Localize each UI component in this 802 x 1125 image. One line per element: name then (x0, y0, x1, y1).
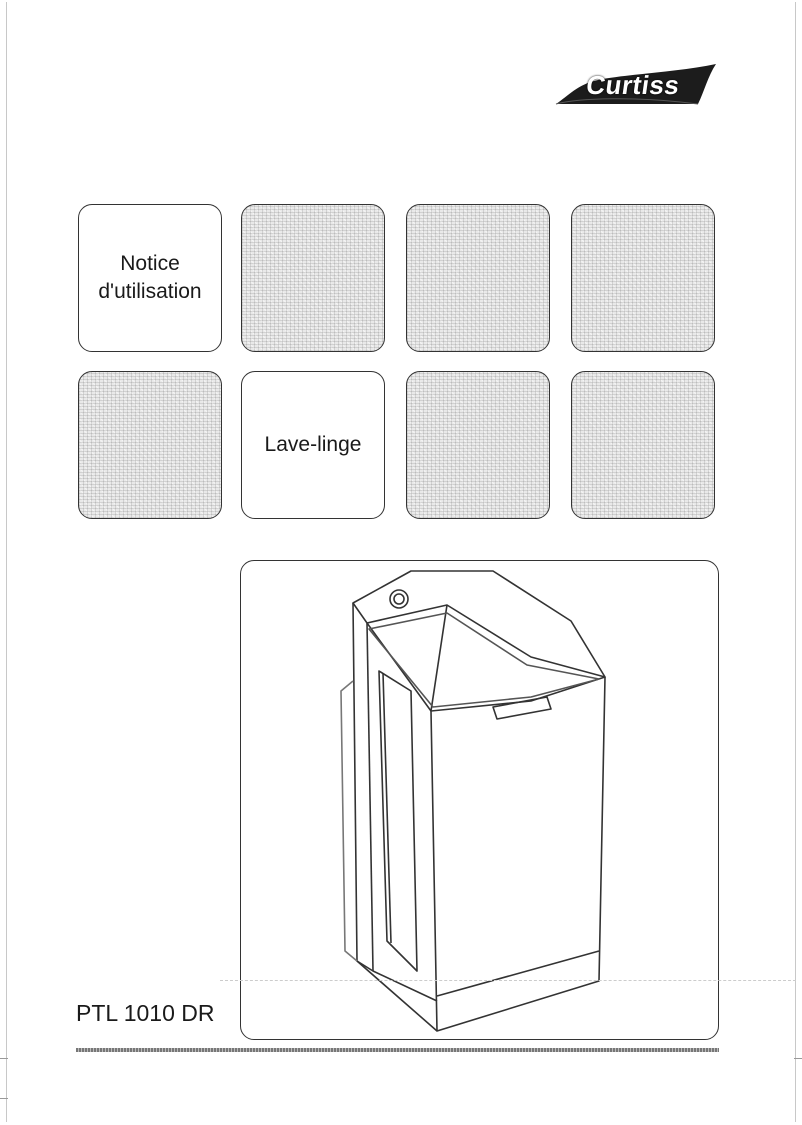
tile-decorative (571, 204, 715, 352)
tile-decorative (406, 371, 550, 519)
tile-product (241, 371, 385, 519)
product-illustration-frame (240, 560, 719, 1040)
fold-line (220, 980, 796, 981)
logo-text: Curtiss (584, 69, 682, 100)
tile-decorative (406, 204, 550, 352)
brand-logo (548, 62, 718, 108)
tile-decorative (571, 371, 715, 519)
washing-machine-icon (241, 561, 718, 1039)
notice-label: Notice d'utilisation (98, 252, 202, 303)
margin-mark (0, 1058, 8, 1059)
margin-mark (794, 1058, 802, 1059)
tile-notice (78, 204, 222, 352)
margin-mark (0, 1098, 8, 1099)
tile-decorative (78, 371, 222, 519)
bottom-divider (76, 1048, 719, 1052)
product-label: Lave-linge (264, 433, 362, 456)
model-number: PTL 1010 DR (76, 1000, 215, 1026)
tile-decorative (241, 204, 385, 352)
